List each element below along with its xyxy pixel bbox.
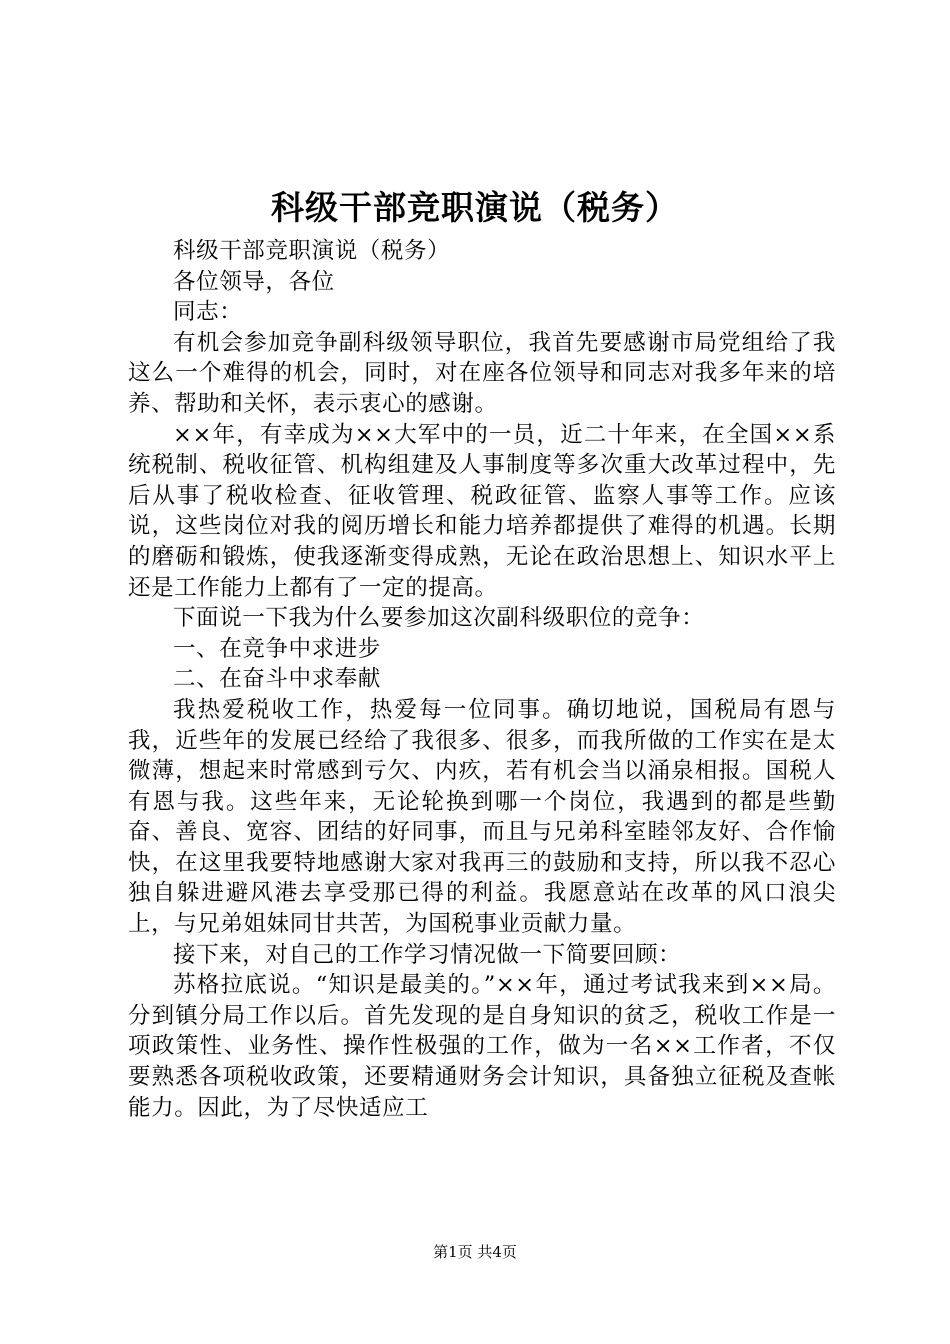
paragraph: 苏格拉底说。“知识是最美的。”××年，通过考试我来到××局。分到镇分局工作以后。首先发现的是自身知识的贫乏，税收工作是一项政策性、业务性、操作性极强的工作，做为一名××工作者，不仅要熟悉各项税收政策，还要精通财务会计知识，具备独立征税及查帐能力。因此，为了尽快适应工 [128, 972, 836, 1121]
page-number-footer: 第1页 共4页 [433, 1243, 517, 1261]
paragraph: 下面说一下我为什么要参加这次副科级职位的竞争： [173, 605, 705, 632]
document-body [128, 236, 836, 1123]
paragraph-subtitle: 科级干部竞职演说（税务） [173, 238, 451, 264]
paragraph: 有机会参加竞争副科级领导职位，我首先要感谢市局党组给了我这么一个难得的机会，同时，对在座各位领导和同志对我多年来的培养、帮助和关怀，表示衷心的感谢。 [128, 329, 836, 417]
section-heading: 二、在奋斗中求奉献 [173, 666, 381, 693]
paragraph-salutation-cont: 同志： [173, 299, 243, 326]
section-heading: 一、在竞争中求进步 [173, 635, 381, 662]
paragraph: 接下来，对自己的工作学习情况做一下简要回顾： [173, 941, 682, 968]
paragraph: ××年，有幸成为××大军中的一员，近二十年来，在全国××系统税制、税收征管、机构组建及人事制度等多次重大改革过程中，先后从事了税收检查、征收管理、税政征管、监察人事等工作。应该说，这些岗位对我的阅历增长和能力培养都提供了难得的机遇。长期的磨砺和锻炼，使我逐渐变得成熟，无论在政治思想上、知识水平上还是工作能力上都有了一定的提高。 [128, 421, 836, 601]
paragraph-salutation: 各位领导，各位 [173, 268, 335, 295]
paragraph: 我热爱税收工作，热爱每一位同事。确切地说，国税局有恩与我，近些年的发展已经给了我很多、很多，而我所做的工作实在是太微薄，想起来时常感到亏欠、内疚，若有机会当以涌泉相报。国税人有恩与我。这些年来，无论轮换到哪一个岗位，我遇到的都是些勤奋、善良、宽容、团结的好同事，而且与兄弟科室睦邻友好、合作愉快，在这里我要特地感谢大家对我再三的鼓励和支持，所以我不忍心独自躲进避风港去享受那已得的利益。我愿意站在改革的风口浪尖上，与兄弟姐妹同甘共苦，为国税事业贡献力量。 [128, 696, 836, 938]
document-title: 科级干部竞职演说（税务） [271, 188, 679, 227]
